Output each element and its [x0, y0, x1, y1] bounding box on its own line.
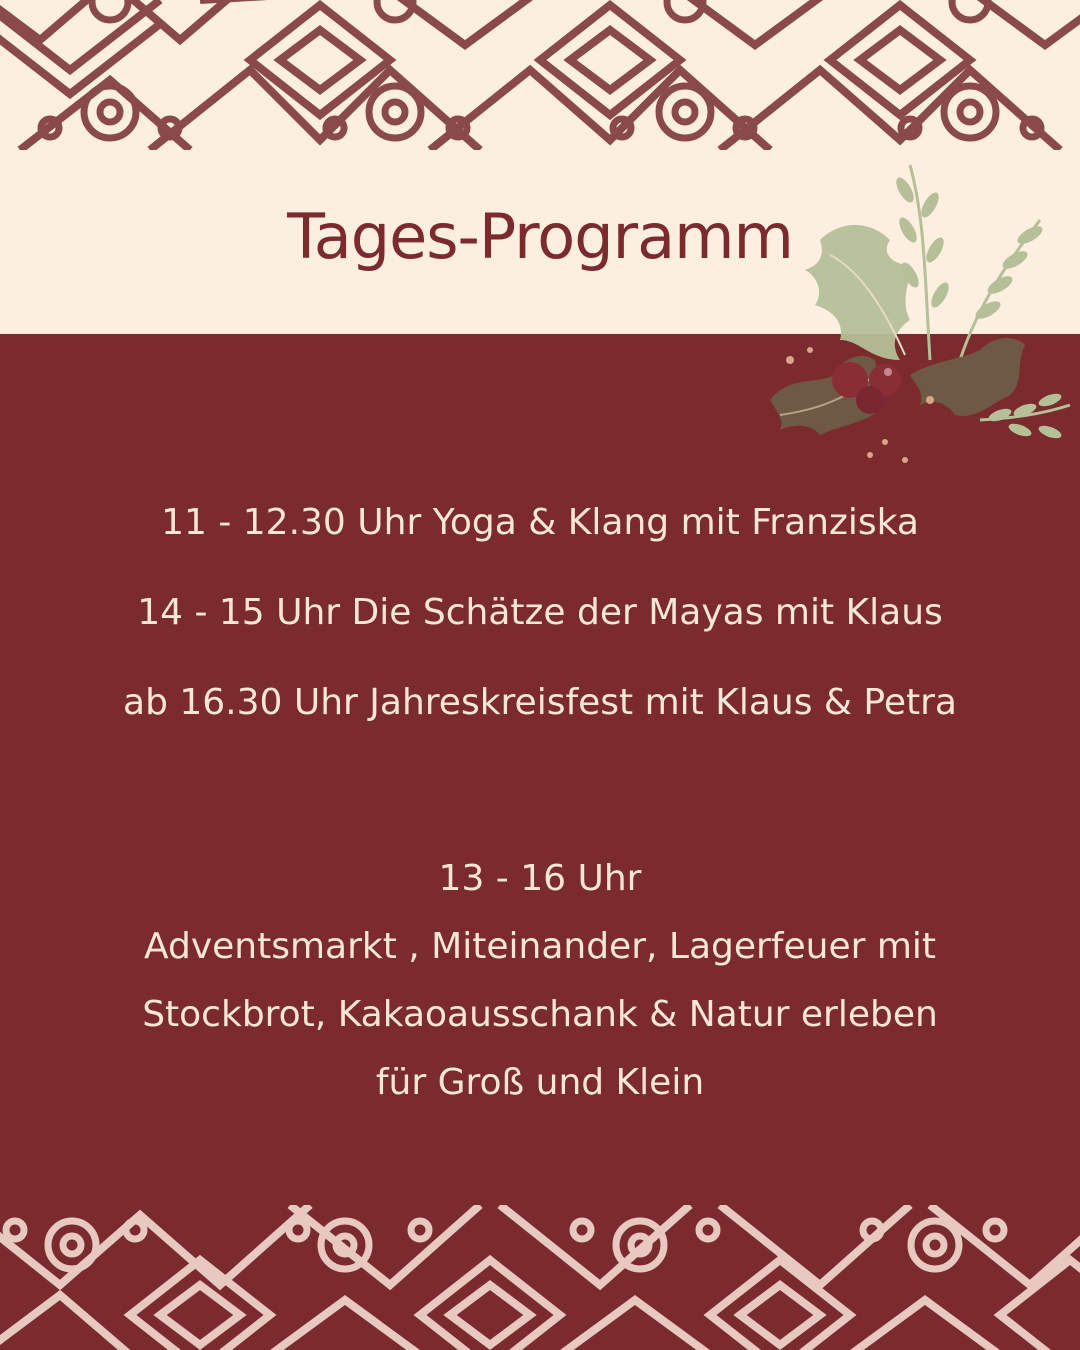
market-time: 13 - 16 Uhr: [438, 858, 642, 899]
market-line: Stockbrot, Kakaoausschank & Natur erleben: [142, 994, 938, 1035]
schedule-item: 14 - 15 Uhr Die Schätze der Mayas mit Klaus: [137, 592, 943, 633]
schedule-list: [60, 500, 1020, 725]
holly-decoration-icon: [760, 160, 1080, 470]
market-line: für Groß und Klein: [375, 1062, 705, 1103]
tribal-pattern-top: [0, 0, 1080, 150]
tribal-pattern-bottom: [0, 1205, 1080, 1350]
schedule-item: 11 - 12.30 Uhr Yoga & Klang mit Franziska: [161, 502, 919, 543]
market-line: Adventsmarkt , Miteinander, Lagerfeuer mit: [143, 926, 937, 967]
market-section: [60, 845, 1020, 1117]
schedule-item: ab 16.30 Uhr Jahreskreisfest mit Klaus & Petra: [123, 682, 957, 723]
page-title: Tages-Programm: [287, 200, 793, 273]
